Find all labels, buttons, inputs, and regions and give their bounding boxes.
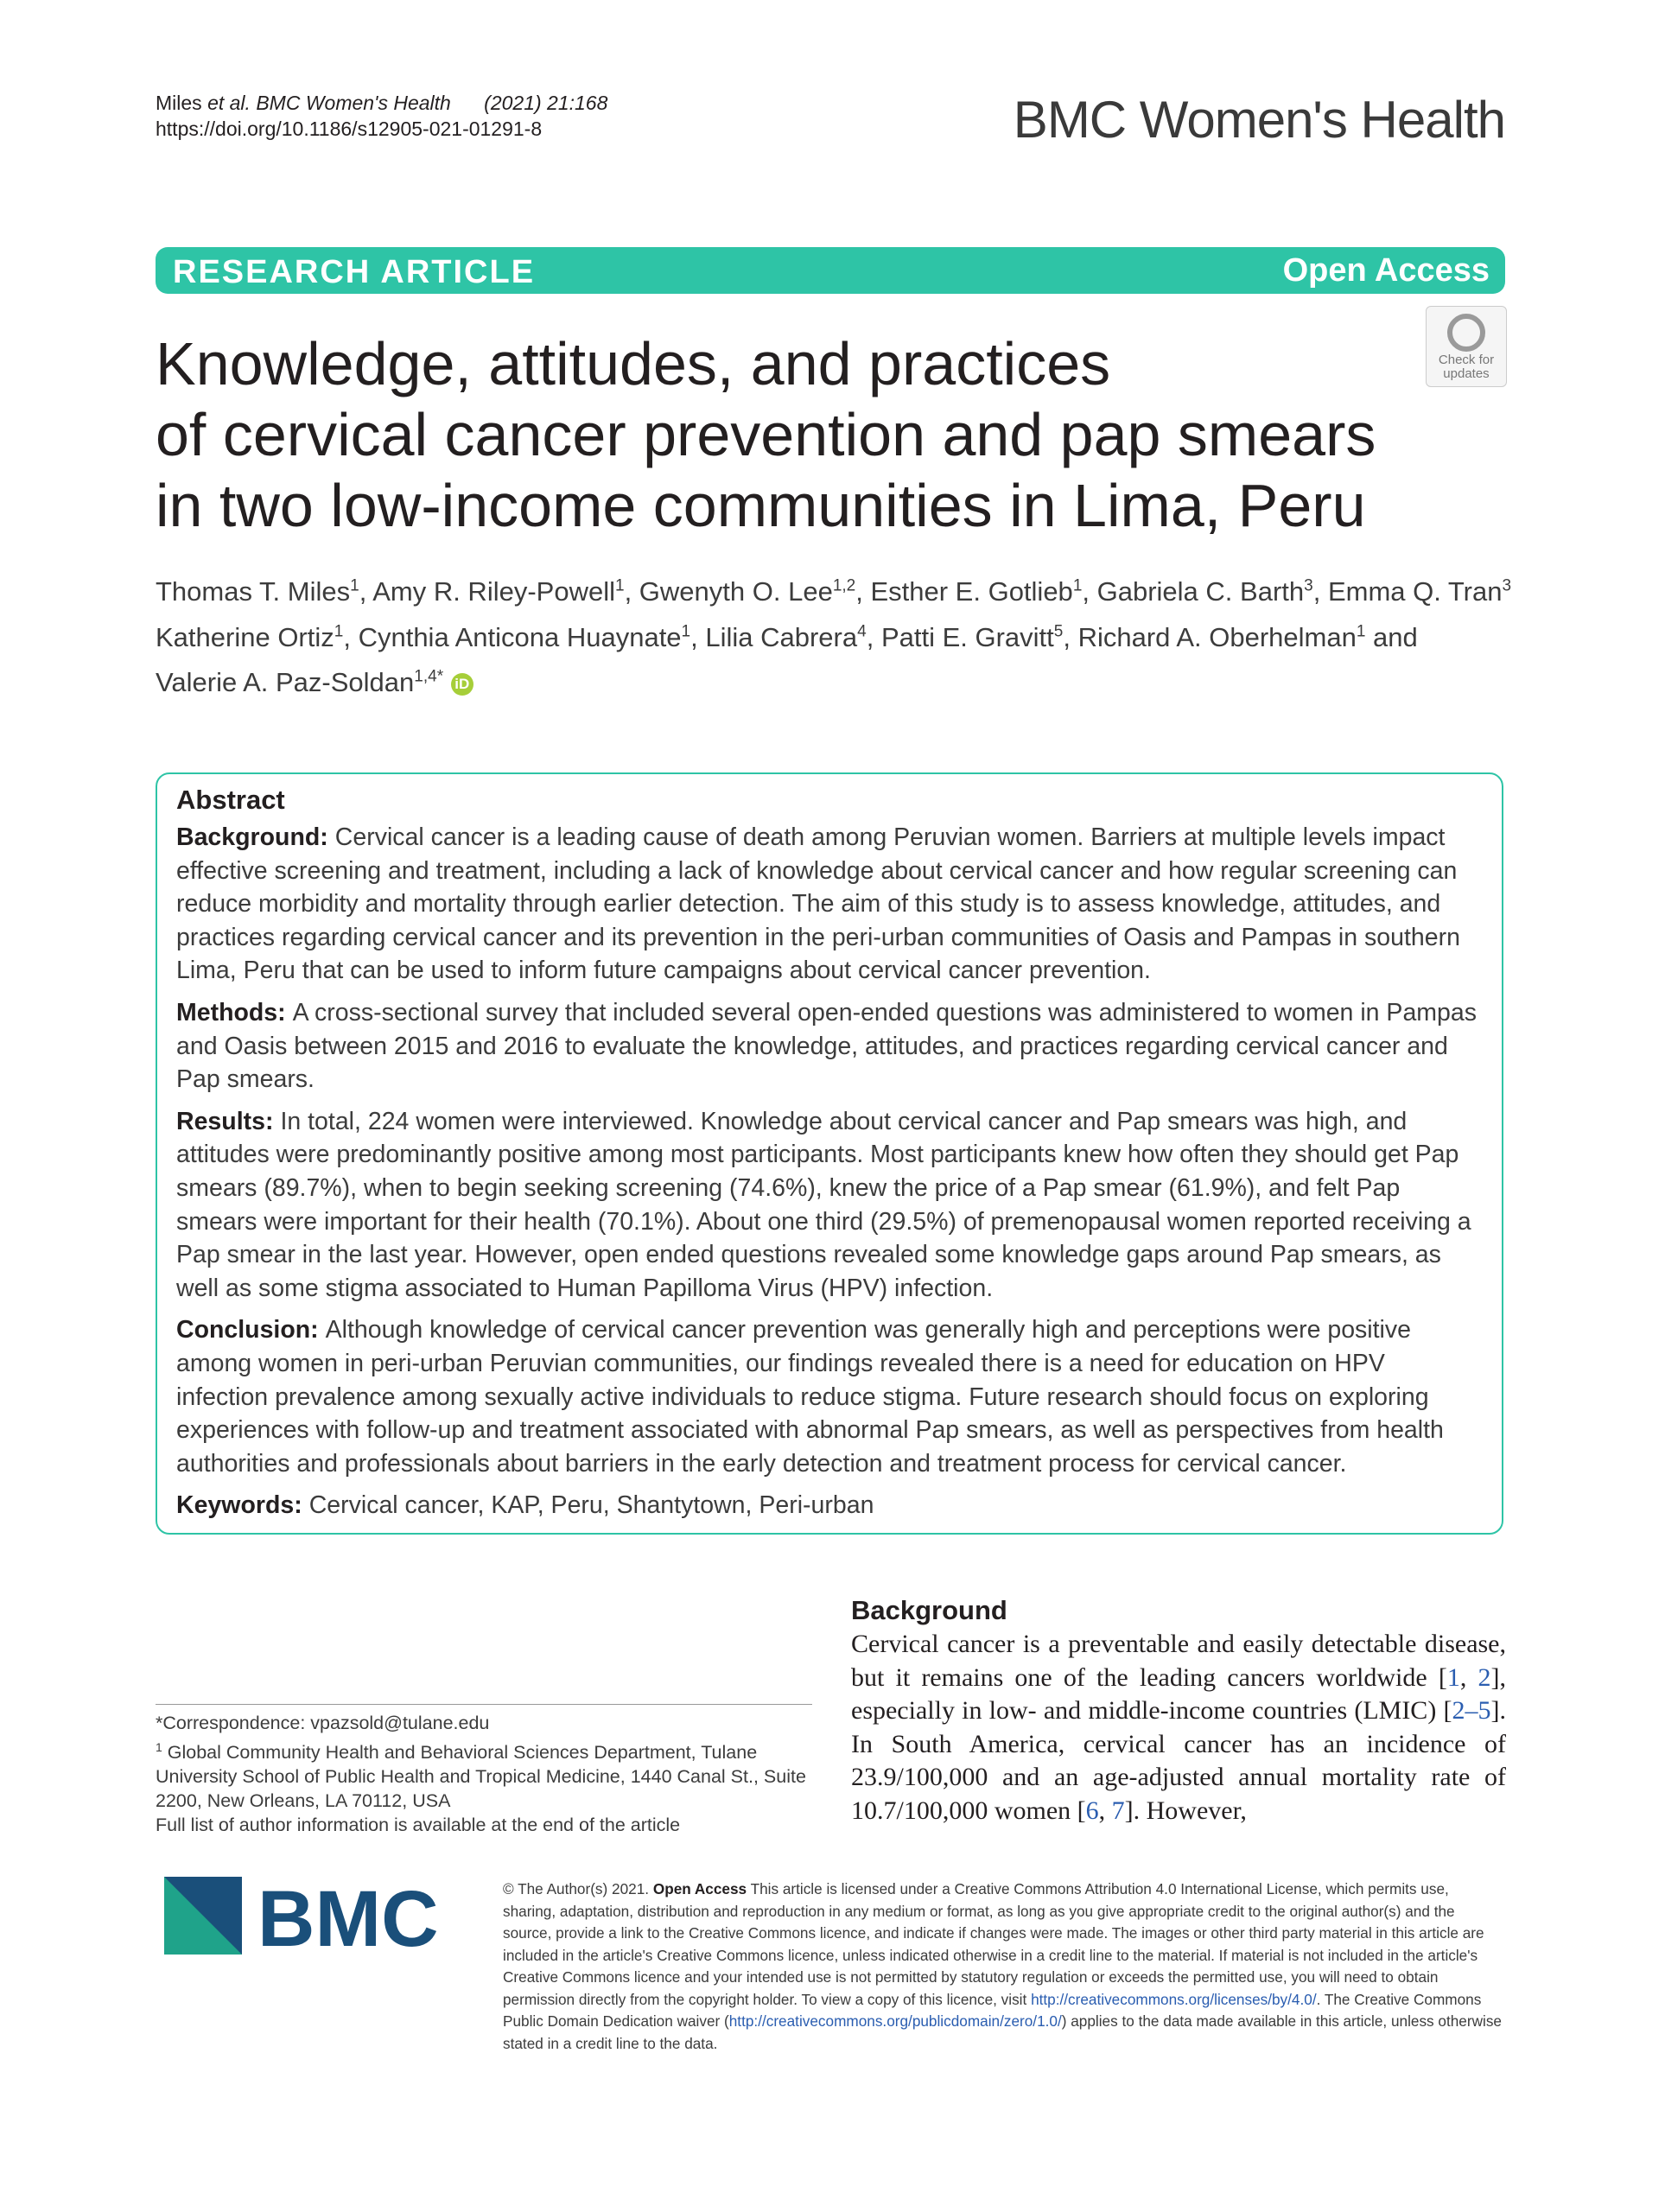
- citation-authors: Miles: [156, 92, 208, 114]
- abstract-heading: Abstract: [176, 785, 285, 815]
- author-name: Esther E. Gotlieb$^1$,: [870, 576, 1097, 607]
- abstract-methods: Methods: A cross-sectional survey that included several open-ended questions was administered to women in Pampas and Oasis between 2015 and 2016 to evaluate the knowledge, attitudes, and practices regarding cervical cancer and Pap smears.: [176, 998, 1477, 1094]
- title-line: Knowledge, attitudes, and practices: [156, 330, 1111, 397]
- bmc-logo: [164, 1877, 458, 1955]
- doi-link[interactable]: https://doi.org/10.1186/s12905-021-01291-8: [156, 118, 543, 140]
- waiver-link[interactable]: http://creativecommons.org/publicdomain/zero/1.0/: [728, 2012, 1062, 2030]
- check-updates-line2: updates: [1443, 366, 1490, 381]
- check-updates-line1: Check for: [1438, 353, 1495, 367]
- citation-journal: et al. BMC Women's Health: [207, 92, 451, 114]
- author-name: Valerie A. Paz-Soldan$^{1,4*}$: [156, 666, 444, 697]
- citation-ref-link[interactable]: 2–5: [1452, 1696, 1491, 1725]
- abstract-conclusion: Conclusion: Although knowledge of cervical cancer prevention was generally high and perceptions were positive among women in peri-urban Peruvian communities, our findings revealed there is a need for education on HPV infection prevalence among sexually active individuals to reduce stigma. Future research should focus on exploring experiences with follow-up and treatment associated with abnormal Pap smears, as well as perspectives from health authorities and professionals about barriers in the early detection and treatment process for cervical cancer.: [176, 1316, 1444, 1478]
- bmc-logo-text: BMC: [257, 1877, 439, 1955]
- footnote-divider: [156, 1704, 812, 1705]
- check-updates-icon: [1447, 314, 1485, 352]
- title-line: in two low-income communities in Lima, Peru: [156, 472, 1366, 539]
- abstract-keywords: Keywords: Cervical cancer, KAP, Peru, Shantytown, Peri-urban: [176, 1491, 874, 1520]
- orcid-icon[interactable]: iD: [451, 673, 473, 696]
- citation-line: [156, 90, 607, 116]
- article-title: [156, 328, 1434, 541]
- author-name: Gabriela C. Barth$^3$,: [1096, 576, 1328, 607]
- citation-header: [156, 90, 607, 142]
- citation-ref-link[interactable]: 6: [1085, 1796, 1099, 1825]
- background-paragraph: Cervical cancer is a preventable and easily detectable disease, but it remains one of the leading cancers worldwide [1, 2], especially in low- and middle-income countries (LMIC) [2–5]. In South America, cervical cancer has an incidence of 23.9/100,000 and an age-adjusted annual mortality rate of 10.7/100,000 women [6, 7]. However,: [851, 1630, 1506, 1825]
- correspondence-email[interactable]: *Correspondence: vpazsold@tulane.edu: [156, 1713, 490, 1733]
- citation-ref-link[interactable]: 1: [1446, 1662, 1460, 1692]
- author-list: [156, 567, 1512, 702]
- author-name: Cynthia Anticona Huaynate$^1$,: [358, 621, 706, 652]
- abstract-background: Background: Cervical cancer is a leading cause of death among Peruvian women. Barriers at multiple levels impact effective screening and treatment, including a lack of knowledge about cervical cancer and how regular screening can reduce morbidity and mortality through earlier detection. The aim of this study is to assess knowledge, attitudes, and practices regarding cervical cancer and its prevention in the peri-urban communities of Oasis and Pampas in southern Lima, Peru that can be used to inform future campaigns about cervical cancer prevention.: [176, 823, 1460, 985]
- open-access-label: Open Access: [1282, 252, 1490, 289]
- license-statement: © The Author(s) 2021. Open Access This article is licensed under a Creative Commons Attribution 4.0 International License, which permits use, sharing, adaptation, distribution and reproduction in any medium or format, as long as you give appropriate credit to the original author(s) and the source, provide a link to the Creative Commons licence, and indicate if changes were made. The images or other third party material in this article are included in the article's Creative Commons licence, unless indicated otherwise in a credit line to the material. If material is not included in the article's Creative Commons licence and your intended use is not permitted by statutory regulation or exceeds the permitted use, you will need to obtain permission directly from the copyright holder. To view a copy of this licence, visit http://creativecommons.org/licenses/by/4.0/. The Creative Commons Public Domain Dedication waiver (http://creativecommons.org/publicdomain/zero/1.0/) applies to the data made available in this article, unless otherwise stated in a credit line to the data.: [503, 1880, 1502, 2052]
- correspondence-footnote: [156, 1711, 829, 1837]
- full-author-info-note: Full list of author information is available at the end of the article: [156, 1815, 681, 1836]
- abstract-box: [156, 772, 1503, 1535]
- citation-year: (2021) 21:168: [484, 92, 608, 114]
- article-type-banner: [156, 247, 1505, 294]
- author-name: Thomas T. Miles$^1$,: [156, 576, 373, 607]
- author-name: Katherine Ortiz$^1$,: [156, 621, 359, 652]
- title-line: of cervical cancer prevention and pap smears: [156, 401, 1376, 468]
- affiliation-note: $^1$ Global Community Health and Behavioral Sciences Department, Tulane University School of Public Health and Tropical Medicine, 1440 Canal St., Suite 2200, New Orleans, LA 70112, USA: [156, 1740, 806, 1812]
- author-name: Amy R. Riley-Powell$^1$,: [372, 576, 639, 607]
- author-name: Emma Q. Tran$^3$: [1327, 576, 1512, 607]
- author-name: Gwenyth O. Lee$^{1,2}$,: [639, 576, 871, 607]
- citation-ref-link[interactable]: 2: [1478, 1662, 1491, 1692]
- abstract-results: Results: In total, 224 women were interviewed. Knowledge about cervical cancer and Pap smears was high, and attitudes were predominantly positive among most participants. Most participants knew how often they should get Pap smears (89.7%), when to begin seeking screening (74.6%), knew the price of a Pap smear (61.9%), and felt Pap smears were important for their health (70.1%). About one third (29.5%) of premenopausal women reported receiving a Pap smear in the last year. However, open ended questions revealed some knowledge gaps around Pap smears, as well as some stigma associated to Human Papilloma Virus (HPV) infection.: [176, 1107, 1471, 1302]
- background-heading: Background: [851, 1595, 1007, 1625]
- article-type-label: RESEARCH ARTICLE: [173, 254, 536, 290]
- journal-name: BMC Women's Health: [1013, 91, 1505, 149]
- citation-ref-link[interactable]: 7: [1111, 1796, 1125, 1825]
- license-link[interactable]: http://creativecommons.org/licenses/by/4.0/: [1031, 1990, 1317, 2008]
- author-name: Richard A. Oberhelman$^1$ and: [1077, 621, 1418, 652]
- author-name: Lilia Cabrera$^4$,: [705, 621, 881, 652]
- author-name: Patti E. Gravitt$^5$,: [880, 621, 1078, 652]
- check-for-updates-button[interactable]: [1426, 306, 1507, 387]
